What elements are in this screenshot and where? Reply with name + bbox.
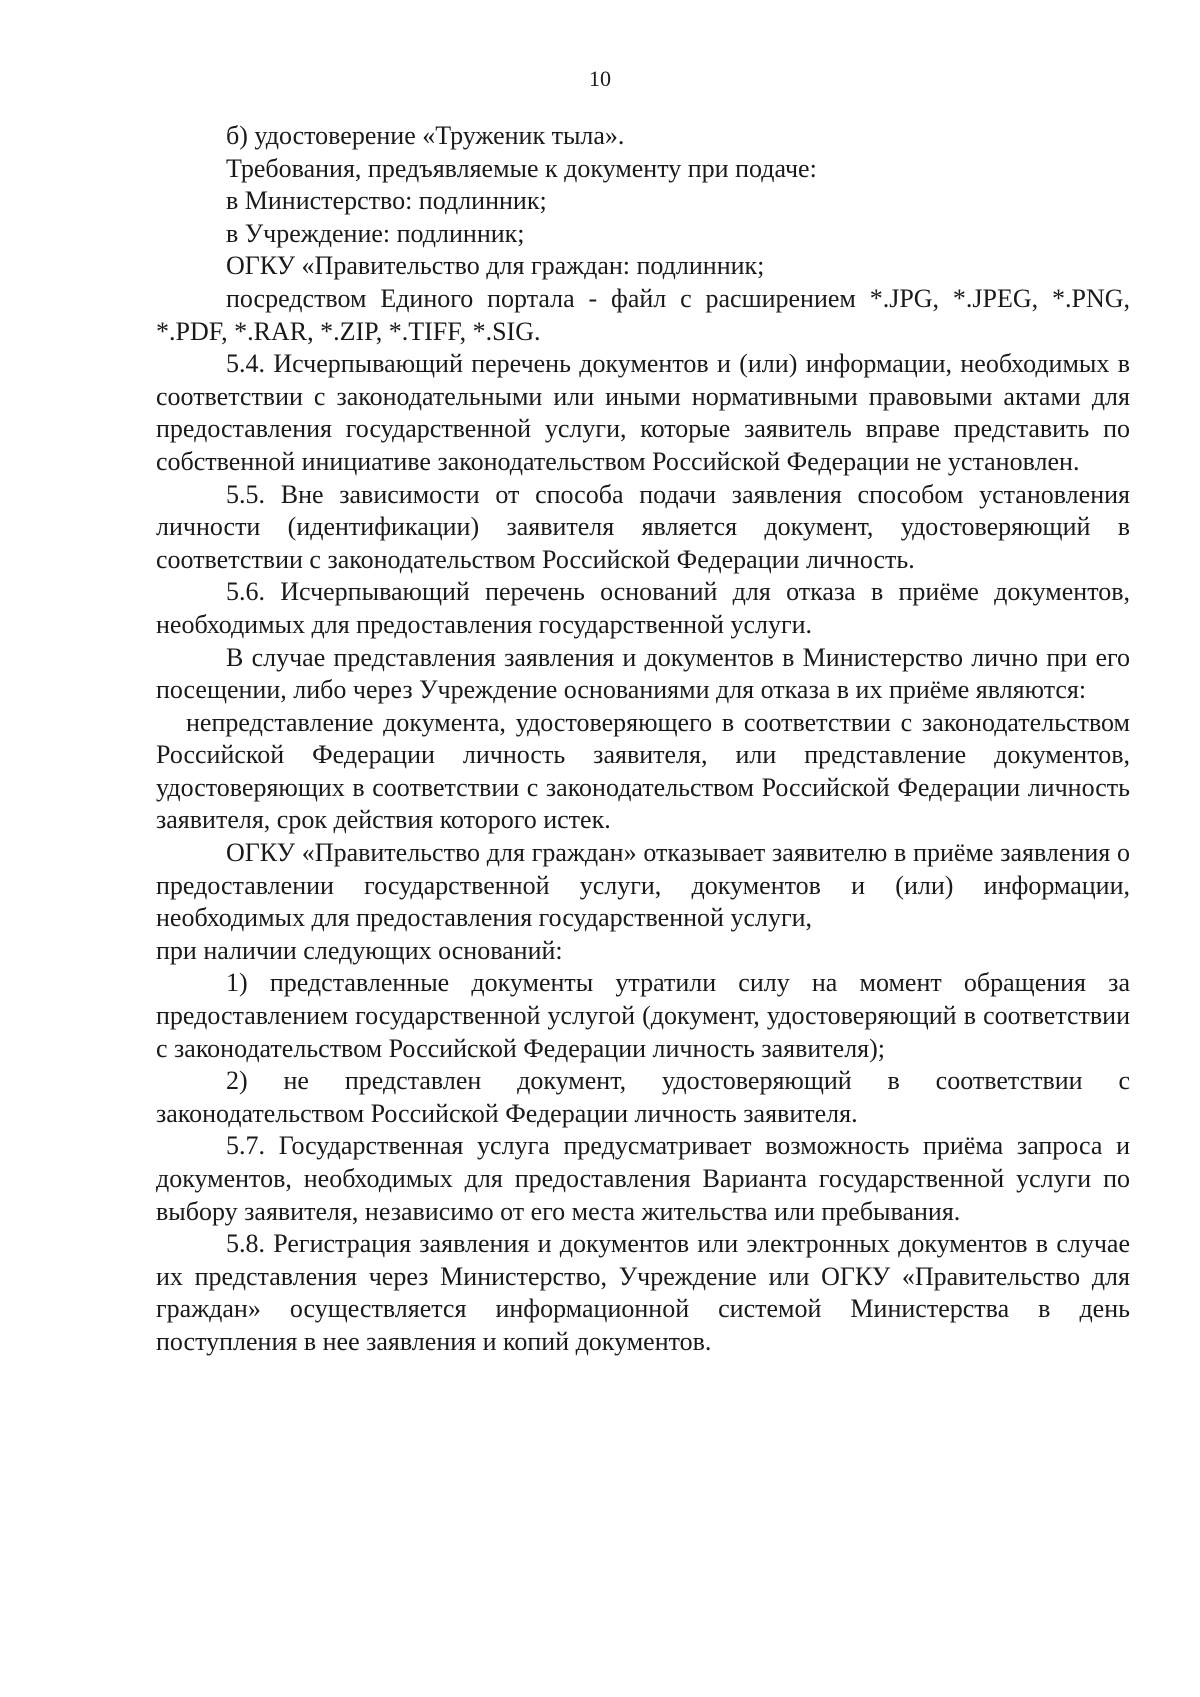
paragraph-certificate: б) удостоверение «Труженик тыла». [226, 121, 625, 150]
paragraph-requirements: Требования, предъявляемые к документу при подаче: [226, 153, 817, 183]
paragraph-non-submission: непредставление документа, удостоверяющего в соответствии с законодательством Российской Федерации личность заявителя, или представление документов, удостоверяющих в соответствии с законодательством Российской Федерации личность заявителя, срок действия которого истек. [156, 707, 1130, 835]
paragraph-ministry: в Министерство: подлинник; [226, 186, 547, 216]
paragraph-5-8: 5.8. Регистрация заявления и документов или электронных документов в случае их представления через Министерство, Учреждение или ОГКУ «Правительство для граждан» осуществляется информационной системой Министерства в день поступления в нее заявления и копий документов. [156, 1229, 1130, 1356]
paragraph-institution: в Учреждение: подлинник; [226, 218, 525, 248]
document-body [156, 120, 1130, 1359]
paragraph-refusal-ministry: В случае представления заявления и документов в Министерство лично при его посещении, либо через Учреждение основаниями для отказа в их приёме являются: [156, 642, 1130, 705]
paragraph-5-6: 5.6. Исчерпывающий перечень оснований для отказа в приёме документов, необходимых для предоставления государственной услуги. [156, 577, 1130, 639]
page-number: 10 [589, 66, 611, 91]
paragraph-portal-formats: посредством Единого портала - файл с расширением *.JPG, *.JPEG, *.PNG, *.PDF, *.RAR, *.ZIP, *.TIFF, *.SIG. [156, 283, 1130, 346]
paragraph-grounds-intro: при наличии следующих оснований: [156, 935, 563, 965]
paragraph-5-7: 5.7. Государственная услуга предусматривает возможность приёма запроса и документов, необходимых для предоставления Варианта государственной услуги по выбору заявителя, независимо от его места жительства или пребывания. [156, 1131, 1130, 1226]
paragraph-ground-1: 1) представленные документы утратили силу на момент обращения за предоставлением государственной услугой (документ, удостоверяющий в соответствии с законодательством Российской Федерации личность заявителя); [156, 968, 1130, 1063]
paragraph-5-4: 5.4. Исчерпывающий перечень документов и (или) информации, необходимых в соответствии с законодательными или иными нормативными правовыми актами для предоставления государственной услуги, которые заявитель вправе представить по собственной инициативе законодательством Российской Федерации не установлен. [156, 349, 1130, 476]
paragraph-ogku-refusal: ОГКУ «Правительство для граждан» отказывает заявителю в приёме заявления о предоставлении государственной услуги, документов и (или) информации, необходимых для предоставления государственной услуги, [156, 838, 1130, 933]
paragraph-ground-2: 2) не представлен документ, удостоверяющий в соответствии с законодательством Российской Федерации личность заявителя. [156, 1066, 1130, 1128]
paragraph-5-5: 5.5. Вне зависимости от способа подачи заявления способом установления личности (идентификации) заявителя является документ, удостоверяющий в соответствии с законодательством Российской Федерации личность. [156, 479, 1130, 574]
paragraph-ogku: ОГКУ «Правительство для граждан: подлинник; [226, 251, 765, 281]
